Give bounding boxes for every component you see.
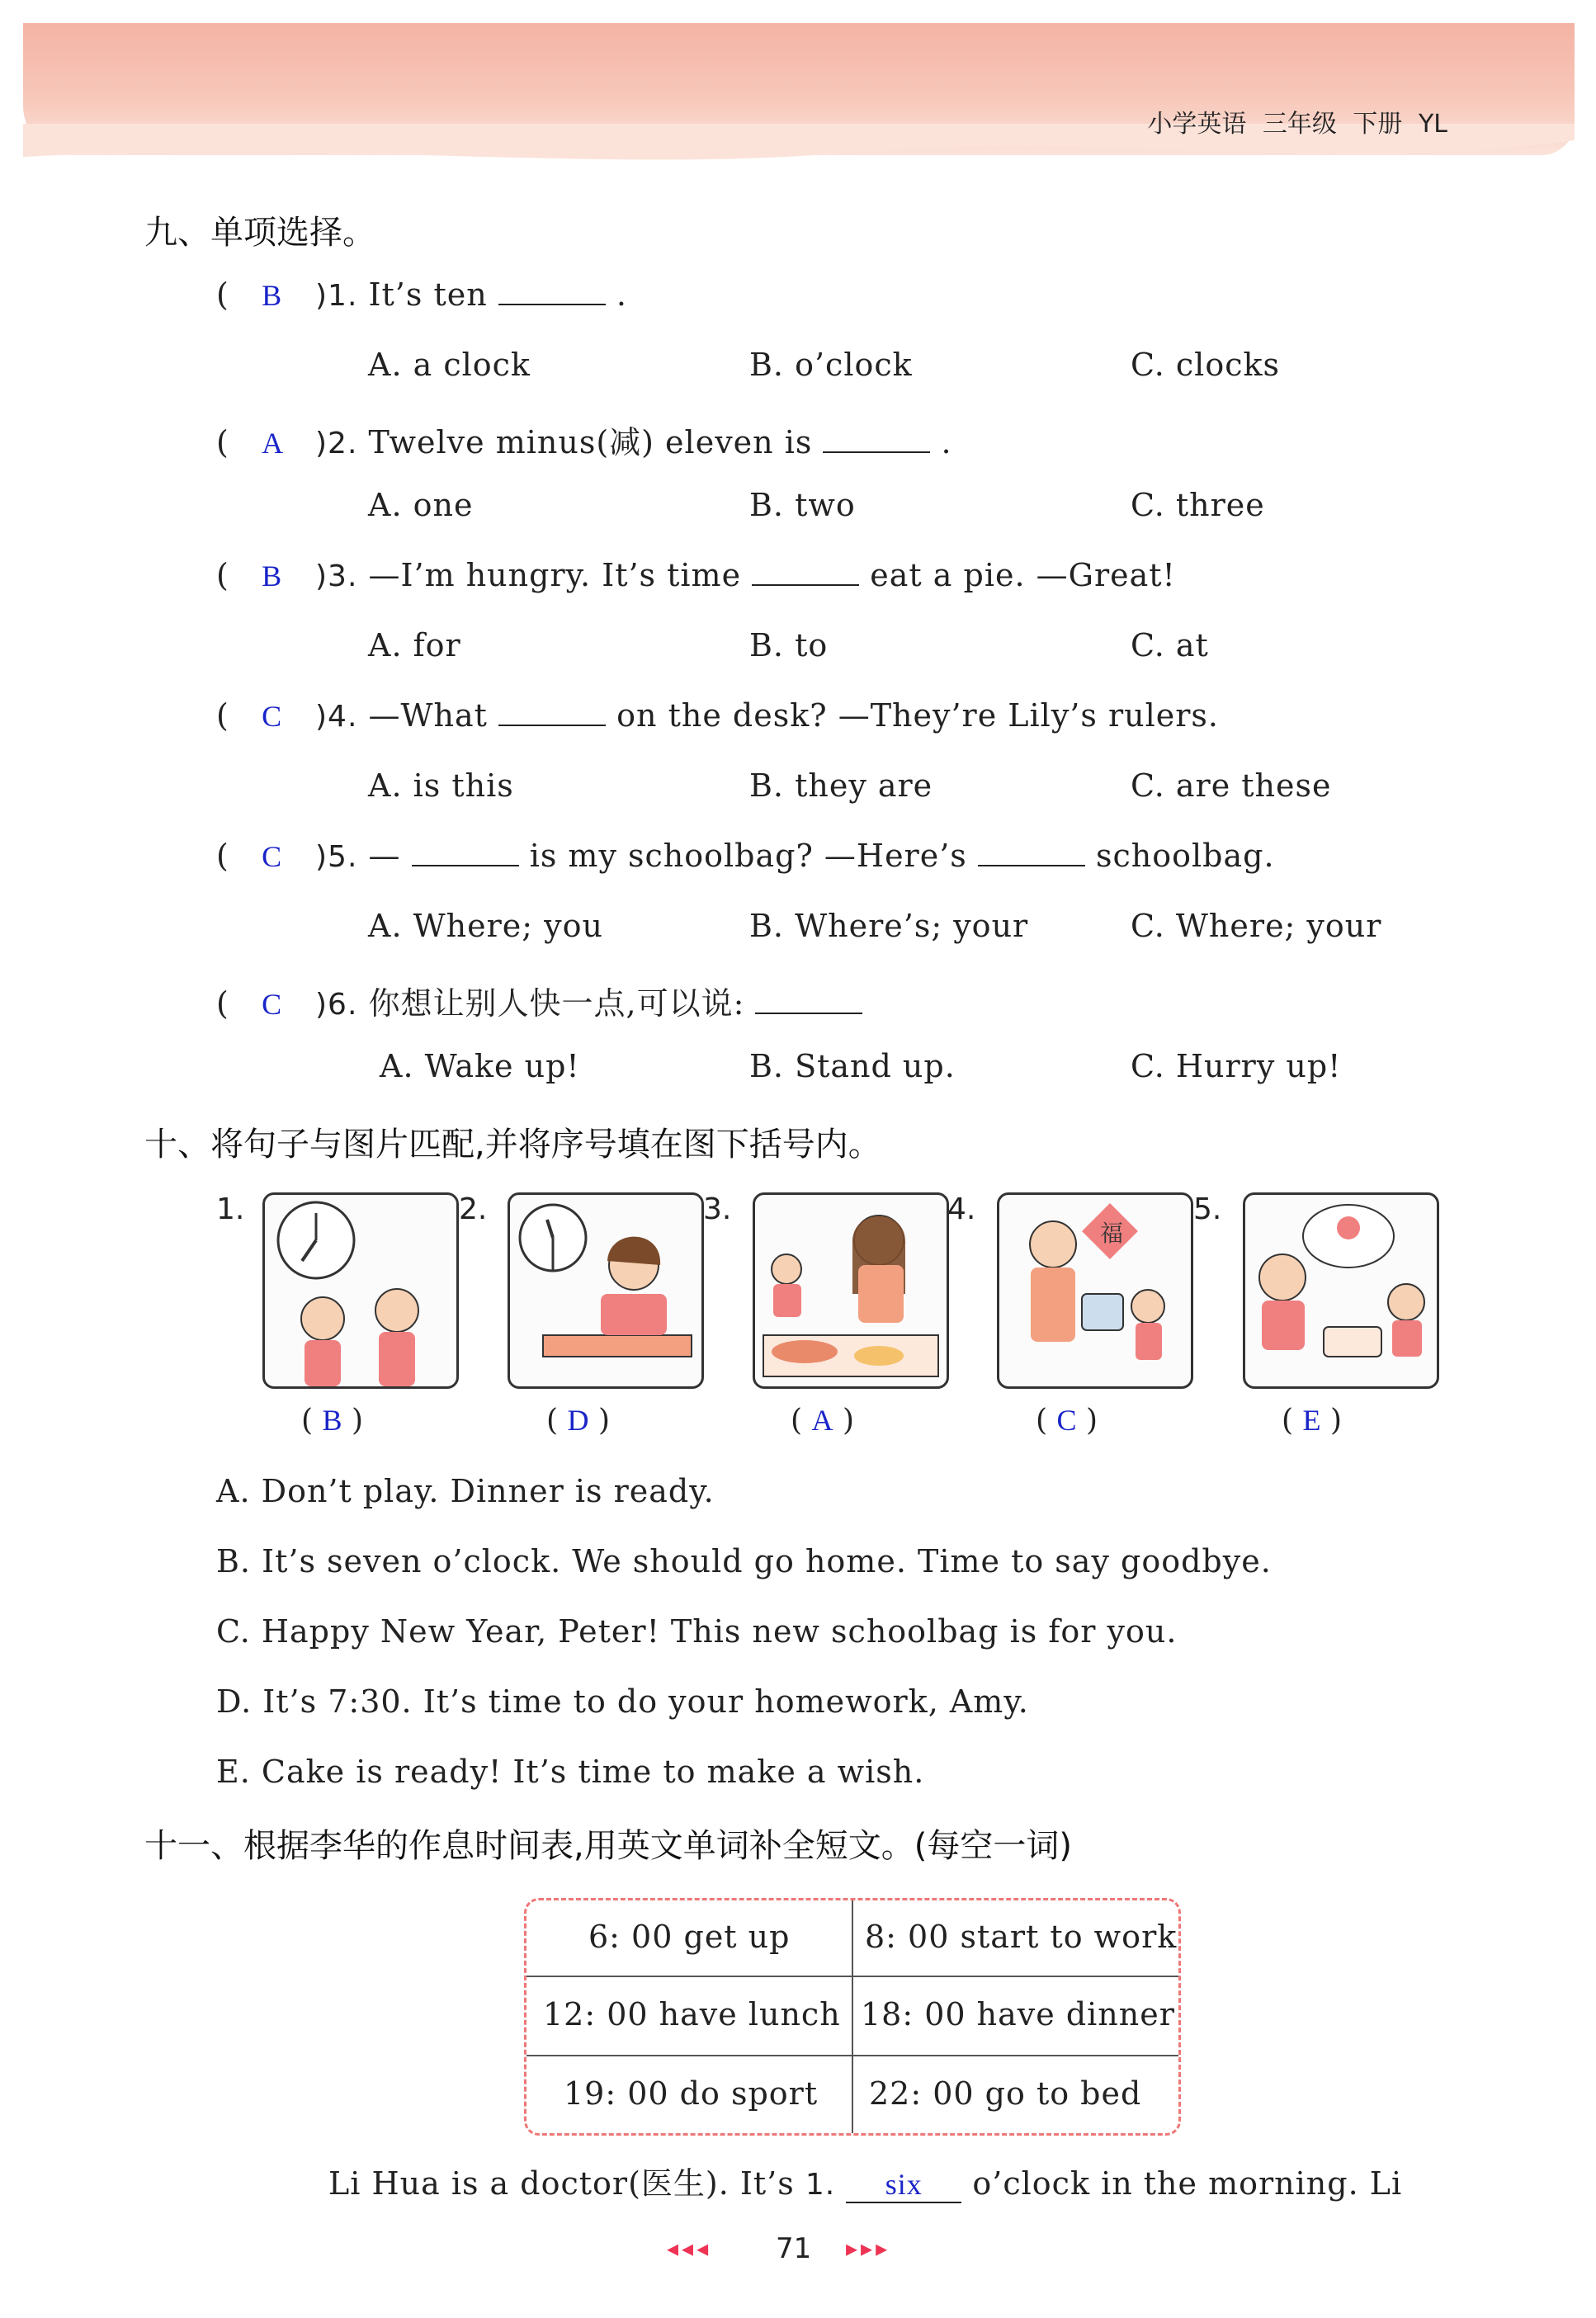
question-text-after: schoolbag. (1095, 838, 1275, 874)
question-6-option-b[interactable]: B. Stand up. (749, 1048, 956, 1084)
answer-blank[interactable] (412, 840, 519, 866)
question-number: )6. (315, 988, 358, 1022)
schedule-cell: 8: 00 start to work (865, 1919, 1178, 1955)
question-number: )5. (315, 840, 358, 874)
question-4 (216, 697, 1219, 734)
question-5 (216, 838, 1275, 874)
question-5-option-b[interactable]: B. Where’s; your (749, 908, 1029, 944)
question-text-after: . (616, 276, 627, 313)
answer-paren[interactable]: ( A (216, 424, 285, 460)
question-text-before: Twelve minus(减) eleven is (368, 424, 813, 460)
picture-4-number: 4. (947, 1192, 976, 1226)
section9-title: 九、单项选择。 (144, 214, 375, 252)
question-1-option-b[interactable]: B. o’clock (749, 347, 913, 383)
answer-paren[interactable]: ( B (216, 276, 283, 313)
footer-prev-arrows[interactable]: ◂◂◂ (667, 2235, 712, 2262)
question-text-before: —What (368, 697, 488, 734)
sentence-e: E. Cake is ready! It’s time to make a wish. (216, 1754, 925, 1790)
passage-blank-number: 1. (805, 2168, 836, 2202)
answer-paren[interactable]: ( C (216, 697, 283, 734)
answer-value: A (262, 427, 285, 460)
question-1-option-a[interactable]: A. a clock (368, 347, 531, 383)
footer-next-arrows[interactable]: ▸▸▸ (846, 2235, 891, 2262)
picture-1-answer[interactable]: ( B ) (301, 1404, 364, 1438)
answer-blank[interactable] (978, 840, 1085, 866)
picture-3-answer-value: A (811, 1404, 833, 1437)
picture-1-number: 1. (216, 1192, 245, 1226)
question-2 (216, 417, 952, 462)
question-number: )2. (315, 427, 358, 460)
question-3 (216, 557, 1176, 593)
question-text-before: 你想让别人快一点,可以说: (368, 985, 745, 1022)
answer-value: C (262, 988, 283, 1021)
question-1-option-c[interactable]: C. clocks (1131, 347, 1281, 383)
question-4-option-c[interactable]: C. are these (1131, 767, 1332, 804)
answer-paren[interactable]: ( C (216, 985, 283, 1022)
answer-value: B (262, 279, 283, 312)
question-text-after: on the desk? —They’re Lily’s rulers. (616, 697, 1219, 734)
answer-value: C (262, 700, 283, 733)
answer-value: C (262, 840, 283, 873)
question-4-option-b[interactable]: B. they are (749, 767, 933, 804)
picture-2-number: 2. (459, 1192, 488, 1226)
schedule-cell: 19: 00 do sport (564, 2075, 819, 2112)
question-5-option-c[interactable]: C. Where; your (1131, 908, 1382, 944)
sentence-d: D. It’s 7:30. It’s time to do your homework, Amy. (216, 1683, 1029, 1720)
schedule-cell: 18: 00 have dinner (861, 1996, 1175, 2032)
passage-blank[interactable] (846, 2165, 961, 2203)
question-6-option-a[interactable]: A. Wake up! (380, 1048, 580, 1084)
answer-paren[interactable]: ( C (216, 838, 283, 874)
picture-5-birthday-cake (1243, 1192, 1439, 1389)
question-3-option-a[interactable]: A. for (368, 627, 461, 663)
question-text-before: —I’m hungry. It’s time (368, 557, 742, 593)
picture-3-number: 3. (703, 1192, 732, 1226)
passage-before: Li Hua is a doctor(医生). It’s (328, 2165, 795, 2202)
passage-line (328, 2158, 1402, 2203)
question-6-option-c[interactable]: C. Hurry up! (1131, 1048, 1342, 1084)
sentence-b: B. It’s seven o’clock. We should go home. Time to say goodbye. (216, 1543, 1272, 1579)
question-number: )3. (315, 559, 358, 593)
question-5-option-a[interactable]: A. Where; you (368, 908, 603, 944)
question-text-before: It’s ten (368, 276, 488, 313)
picture-1-clock-goodbye (262, 1192, 459, 1389)
picture-5-answer[interactable]: ( E ) (1282, 1404, 1342, 1438)
question-1 (216, 276, 627, 313)
sentence-c: C. Happy New Year, Peter! This new schoolbag is for you. (216, 1613, 1178, 1650)
question-text-before: — (368, 838, 401, 874)
picture-3-answer[interactable]: ( A ) (791, 1404, 854, 1438)
picture-2-answer-value: D (567, 1404, 589, 1437)
header-label: 小学英语 三年级 下册 YL (1147, 110, 1447, 139)
page-number: 71 (776, 2232, 812, 2265)
question-text-after: . (941, 424, 952, 460)
answer-blank[interactable] (752, 559, 859, 586)
question-2-option-b[interactable]: B. two (749, 487, 856, 523)
schedule-table (524, 1898, 1181, 2136)
answer-blank[interactable] (498, 279, 606, 305)
sentence-a: A. Don’t play. Dinner is ready. (216, 1473, 715, 1509)
question-3-option-c[interactable]: C. at (1131, 627, 1209, 663)
section10-title: 十、将句子与图片匹配,并将序号填在图下括号内。 (144, 1126, 881, 1164)
picture-2-answer[interactable]: ( D ) (546, 1404, 610, 1438)
answer-paren[interactable]: ( B (216, 557, 283, 593)
passage-blank-answer: six (885, 2168, 923, 2201)
question-number: )1. (315, 279, 358, 313)
question-text-middle: is my schoolbag? —Here’s (529, 838, 967, 874)
answer-blank[interactable] (755, 988, 862, 1014)
question-2-option-a[interactable]: A. one (368, 487, 474, 523)
question-4-option-a[interactable]: A. is this (368, 767, 514, 804)
picture-4-answer-value: C (1056, 1404, 1077, 1437)
question-6 (216, 978, 862, 1023)
svg-text:福: 福 (1100, 1220, 1124, 1247)
schedule-cell: 6: 00 get up (588, 1919, 791, 1955)
schedule-cell: 22: 00 go to bed (869, 2075, 1142, 2112)
passage-after: o’clock in the morning. Li (972, 2165, 1403, 2202)
schedule-cell: 12: 00 have lunch (543, 1996, 841, 2032)
answer-blank[interactable] (823, 427, 930, 453)
section11-title: 十一、根据李华的作息时间表,用英文单词补全短文。(每空一词) (144, 1827, 1072, 1865)
picture-1-answer-value: B (322, 1404, 342, 1437)
picture-5-number: 5. (1193, 1192, 1222, 1226)
picture-3-dinner (753, 1192, 949, 1389)
question-3-option-b[interactable]: B. to (749, 627, 829, 663)
answer-blank[interactable] (498, 700, 606, 726)
picture-4-new-year-gift (997, 1192, 1193, 1389)
picture-5-answer-value: E (1302, 1404, 1321, 1437)
picture-4-answer[interactable]: ( C ) (1036, 1404, 1098, 1438)
question-text-after: eat a pie. —Great! (870, 557, 1176, 593)
answer-value: B (262, 559, 283, 592)
question-2-option-c[interactable]: C. three (1131, 487, 1265, 523)
picture-2-homework (508, 1192, 704, 1389)
question-number: )4. (315, 700, 358, 734)
